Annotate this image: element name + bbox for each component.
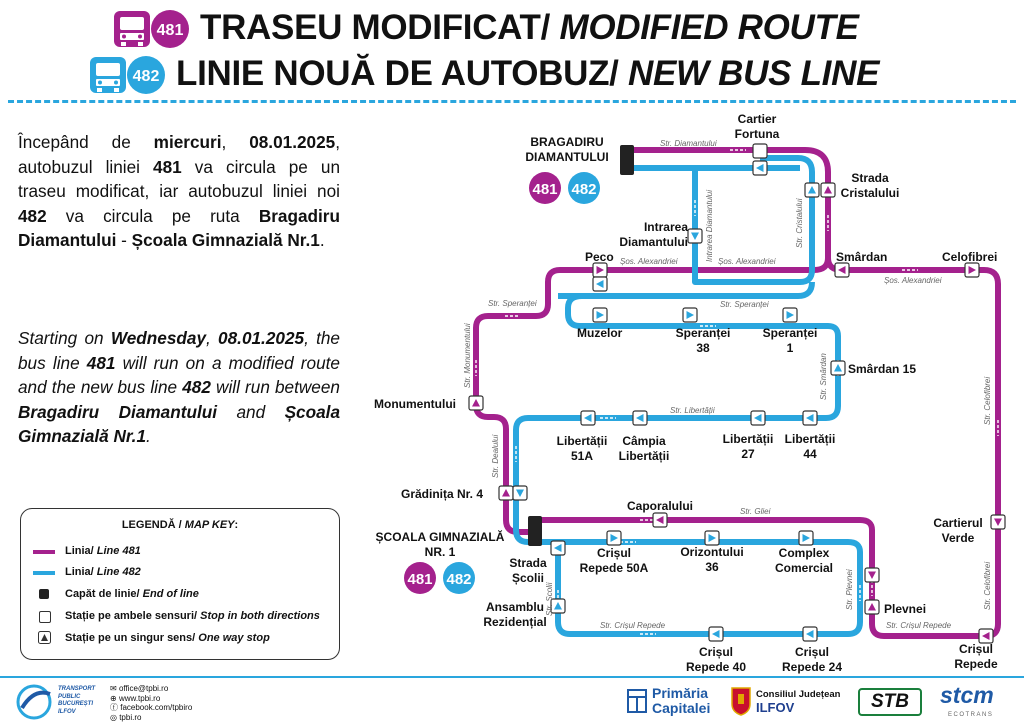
email-link[interactable]: office@tpbi.ro <box>118 684 169 693</box>
street-label-sperantei-1: Str. Speranței <box>488 299 537 308</box>
stop-marker-cartierul-verde <box>991 515 1005 529</box>
street-label-gliei: Str. Gliei <box>740 507 771 516</box>
stop-label-strada-scolii: Strada Școlii <box>509 556 547 585</box>
street-label-dealului: Str. Dealului <box>491 434 500 478</box>
stop-marker-plevnei-b <box>865 600 879 614</box>
svg-text:482: 482 <box>132 68 160 85</box>
stop-label-peco: Peco <box>585 250 614 264</box>
stop-label-sperantei-1: Speranței 1 <box>762 326 818 355</box>
stop-marker-caporalului <box>653 513 667 527</box>
tpbi-name: TRANSPORT PUBLIC BUCUREȘTI ILFOV <box>58 686 96 715</box>
stop-marker-peco-a <box>593 263 607 277</box>
street-label-alexandriei-3: Șos. Alexandriei <box>884 276 942 285</box>
south-terminus-marker <box>528 516 542 546</box>
legend-one-way: Stație pe un singur sens/ One way stop <box>65 632 270 644</box>
web-link[interactable]: www.tpbi.ro <box>118 693 161 703</box>
street-label-intrarea-diamantului: Intrarea Diamantului <box>705 189 714 262</box>
facebook-icon: ⓕ <box>110 703 121 712</box>
footer-divider <box>0 676 1024 678</box>
stop-marker-crisul-repede-24 <box>803 627 817 641</box>
header-title-482: LINIE NOUĂ DE AUTOBUZ/ NEW BUS LINE <box>176 54 880 93</box>
stop-marker-sperantei-38 <box>683 308 697 322</box>
street-label-cristalului: Str. Cristalului <box>795 198 804 248</box>
terminal-label-south: ȘCOALA GIMNAZIALĂ NR. 1 <box>375 530 505 559</box>
street-label-diamantului: Str. Diamantului <box>660 139 717 148</box>
terminal-south-badge-482-label: 482 <box>446 571 472 588</box>
stop-label-gradinita-nr4: Grădinița Nr. 4 <box>401 487 484 501</box>
legend-line-481: Linia/ Line 481 <box>65 545 141 557</box>
stop-marker-plevnei-a <box>865 568 879 582</box>
stop-marker-strada-cristalului-b <box>805 183 819 197</box>
stop-label-strada-cristalului: Strada Cristalului <box>840 171 900 200</box>
stop-marker-smardan <box>835 263 849 277</box>
terminal-label-north: BRAGADIRU DIAMANTULUI <box>525 135 609 164</box>
stop-marker-crisul-repede <box>979 629 993 643</box>
direction-markers <box>476 150 998 634</box>
pmb-name: Primăria Capitalei <box>652 685 711 716</box>
stop-label-cartierul-verde: Cartierul Verde <box>933 516 983 545</box>
intro-romanian: Începând de miercuri, 08.01.2025, autobuzul liniei 481 va circula pe un traseu modificat, iar autobuzul liniei noi 482 va circula pe ruta Bragadiru Diamantului - Școala Gimnazială Nr.1. <box>18 132 341 250</box>
stcm-logo: stcm <box>940 682 994 708</box>
stop-marker-celofibrei <box>965 263 979 277</box>
stop-marker-strada-cristalului-a <box>821 183 835 197</box>
svg-text:481: 481 <box>156 22 184 39</box>
stcm-subtitle: ECOTRANS <box>948 712 994 718</box>
stop-marker-crisul-repede-40 <box>709 627 723 641</box>
header-title-481: TRASEU MODIFICAT/ MODIFIED ROUTE <box>200 8 859 47</box>
contact-info <box>110 684 192 722</box>
stop-label-celofibrei: Celofibrei <box>942 250 998 264</box>
street-label-libertatii: Str. Libertății <box>670 406 715 415</box>
terminal-north-badge-482-label: 482 <box>571 181 597 198</box>
stop-label-complex-comercial: Complex Comercial <box>774 546 834 575</box>
street-label-crisul-repede-2: Str. Crișul Repede <box>886 621 952 630</box>
stop-label-campia-libertatii: Câmpia Libertății <box>618 434 670 463</box>
email-icon: ✉ <box>110 684 119 693</box>
stop-label-libertatii-27: Libertății 27 <box>722 432 774 461</box>
legend-terminus: Capăt de linie/ End of line <box>65 588 199 600</box>
stop-label-crisul-repede: Crișul Repede <box>954 642 998 671</box>
street-label-celofibrei-1: Str. Celofibrei <box>983 376 992 425</box>
street-label-celofibrei-2: Str. Celofibrei <box>983 561 992 610</box>
stop-marker-smardan-15 <box>831 361 845 375</box>
stop-marker-orizontului-36 <box>705 531 719 545</box>
instagram-icon: ◎ <box>110 712 120 722</box>
stop-label-orizontului-36: Orizontului 36 <box>680 545 744 574</box>
stop-label-crisul-repede-50a: Crișul Repede 50A <box>579 546 649 575</box>
stop-label-ansamblu-rezidential: Ansamblu Rezidențial <box>483 600 547 629</box>
facebook-link[interactable]: facebook.com/tpbiro <box>120 703 193 712</box>
cj-ilfov-name: Consiliul Județean ILFOV <box>756 689 841 715</box>
instagram-link[interactable]: tpbi.ro <box>119 712 142 722</box>
stop-label-libertatii-44: Libertății 44 <box>784 432 836 461</box>
street-label-alexandriei-2: Șos. Alexandriei <box>718 257 776 266</box>
tpbi-logo <box>16 684 56 720</box>
legend-both-directions: Stație pe ambele sensuri/ Stop in both directions <box>65 610 320 622</box>
legend-line-482: Linia/ Line 482 <box>65 566 141 578</box>
terminal-south-badge-481-label: 481 <box>407 571 433 588</box>
pmb-logo-icon <box>626 688 648 714</box>
stop-label-sperantei-38: Speranței 38 <box>675 326 731 355</box>
north-terminus-marker <box>620 145 634 175</box>
stop-marker-cartier-fortuna-a <box>753 144 767 158</box>
stop-label-caporalului: Caporalului <box>627 499 694 513</box>
street-label-scolii: Str. Școlii <box>545 582 554 616</box>
stop-label-cartier-fortuna: Cartier Fortuna <box>734 112 780 141</box>
legend-title: LEGENDĂ / MAP KEY: <box>121 519 239 531</box>
cj-ilfov-crest-icon <box>730 686 752 716</box>
stop-marker-libertatii-27 <box>751 411 765 425</box>
stop-marker-strada-scolii <box>551 541 565 555</box>
street-label-alexandriei-1: Șos. Alexandriei <box>620 257 678 266</box>
line-481-route <box>476 150 998 636</box>
street-label-monumentului: Str. Monumentului <box>463 323 472 388</box>
stop-marker-gradinita-nr4-b <box>513 486 527 500</box>
stop-marker-cartier-fortuna-b <box>753 161 767 175</box>
stop-marker-libertatii-51a <box>581 411 595 425</box>
stop-label-libertatii-51a: Libertății 51A <box>556 434 608 463</box>
stop-marker-campia-libertatii <box>633 411 647 425</box>
stop-marker-muzelor <box>593 308 607 322</box>
stop-label-intrarea-diamantului: Intrarea Diamantului <box>619 220 688 249</box>
street-label-plevnei: Str. Plevnei <box>845 569 854 610</box>
street-label-sperantei-2: Str. Speranței <box>720 300 769 309</box>
stop-marker-gradinita-nr4-a <box>499 486 513 500</box>
stop-label-crisul-repede-24: Crișul Repede 24 <box>781 645 843 674</box>
stop-marker-complex-comercial <box>799 531 813 545</box>
street-label-smardan: Str. Smârdan <box>819 353 828 400</box>
stop-marker-libertatii-44 <box>803 411 817 425</box>
stop-label-plevnei: Plevnei <box>884 602 927 616</box>
street-label-crisul-repede-1: Str. Crișul Repede <box>600 621 666 630</box>
stop-label-muzelor: Muzelor <box>577 326 623 340</box>
terminal-north-badge-481-label: 481 <box>532 181 558 198</box>
stop-label-smardan: Smârdan <box>836 250 888 264</box>
stop-label-monumentului: Monumentului <box>374 397 456 411</box>
stop-marker-intrarea-diamantului <box>688 229 702 243</box>
stop-marker-crisul-repede-50a <box>607 531 621 545</box>
intro-english: Starting on Wednesday, 08.01.2025, the bus line 481 will run on a modified route and the new bus line 482 will run between Bragadiru Diamantului and Școala Gimnazială Nr.1. <box>18 328 341 446</box>
stop-label-smardan-15: Smârdan 15 <box>848 362 917 376</box>
stop-marker-peco-b <box>593 277 607 291</box>
stop-label-crisul-repede-40: Crișul Repede 40 <box>685 645 747 674</box>
web-icon: ⊕ <box>110 693 119 703</box>
stop-marker-sperantei-1 <box>783 308 797 322</box>
stb-logo: STB <box>858 688 922 716</box>
stop-marker-monumentului <box>469 396 483 410</box>
